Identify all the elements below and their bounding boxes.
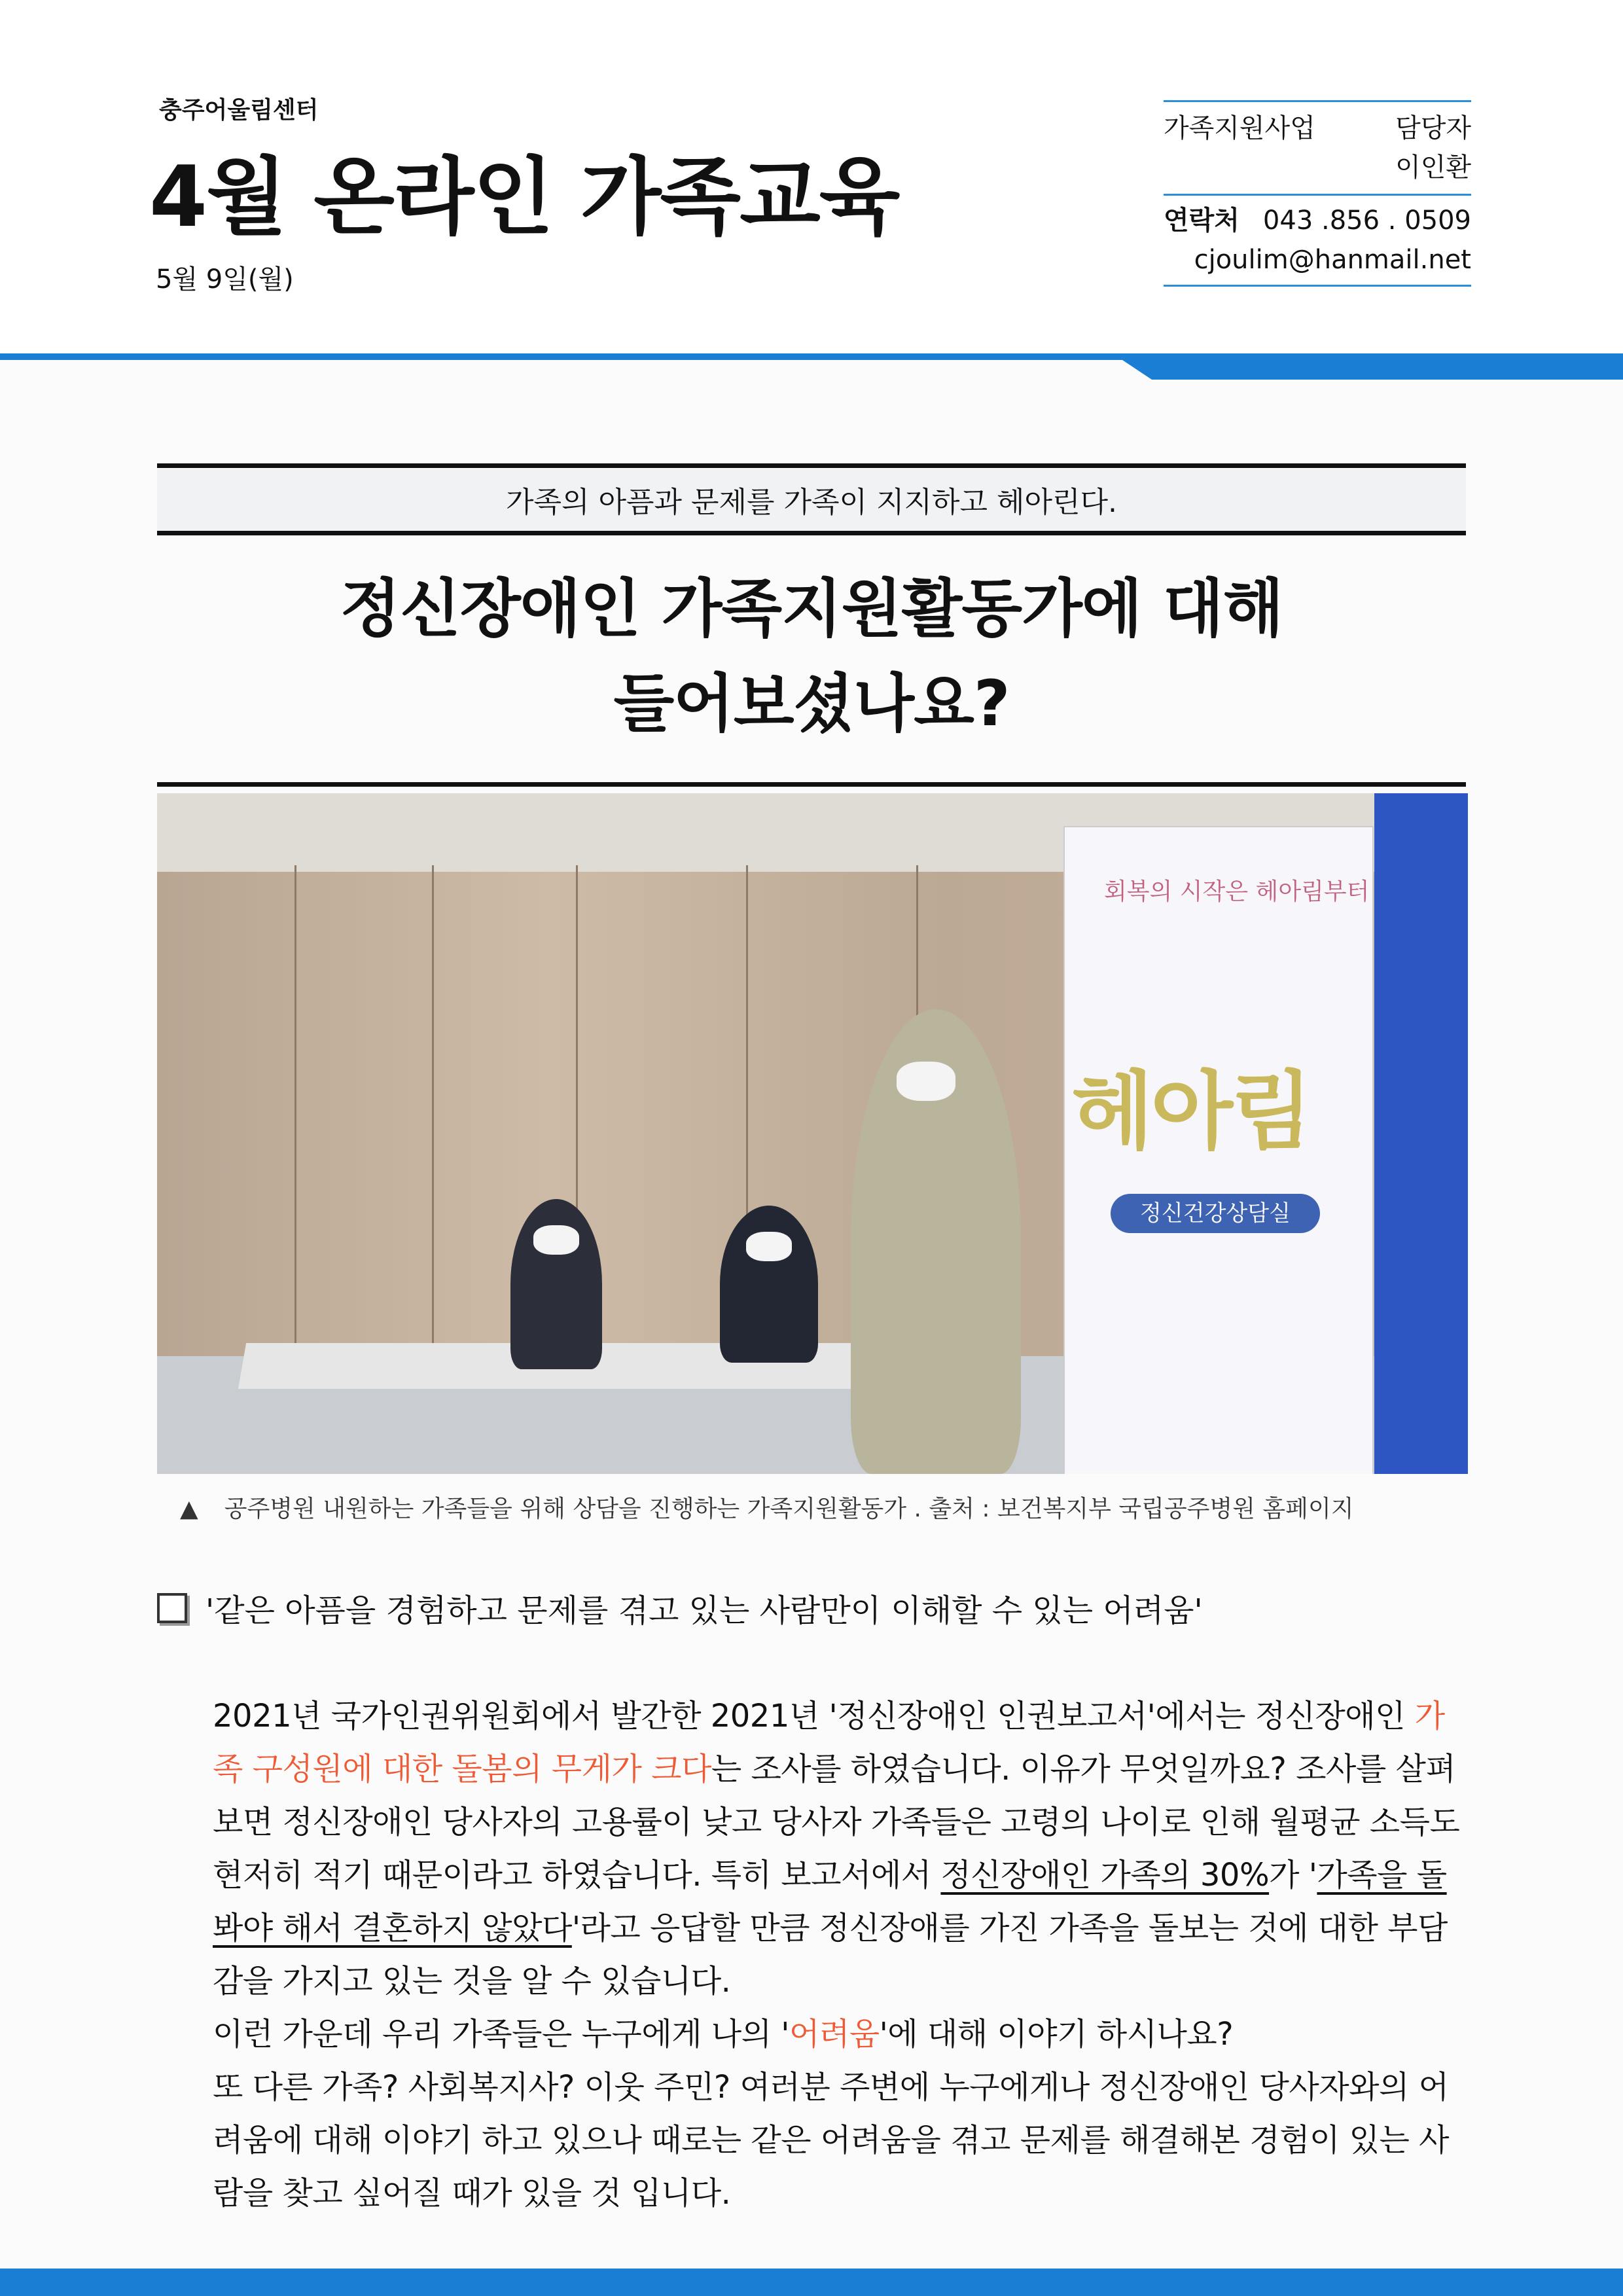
photo-wall-panel	[432, 865, 434, 1363]
face-mask-icon	[533, 1225, 579, 1255]
underlined-text: 가족을 돌봐야 해서 결혼하지 않았다	[213, 1857, 1447, 1946]
email-address[interactable]: cjoulim@hanmail.net	[1194, 245, 1471, 275]
article-photo	[157, 793, 1468, 1474]
contact-top-divider	[1164, 100, 1471, 102]
quote-text: '같은 아픔을 경험하고 문제를 겪고 있는 사람만이 이해할 수 있는 어려움'	[205, 1592, 1203, 1629]
newsletter-header	[0, 0, 1623, 357]
manager-label: 담당자	[1395, 113, 1471, 143]
body-text-span: '라고 응답할 만큼 정신장애를 가진 가족을 돌보는 것에 대한 부담감을 가지고 있는 것을 알 수 있습니다.	[213, 1910, 1448, 2000]
face-mask-icon	[746, 1232, 792, 1261]
blue-signboard	[1374, 793, 1468, 1474]
contact-box	[1164, 100, 1471, 287]
header-blue-tab	[1113, 353, 1623, 380]
person-woman	[510, 1199, 602, 1369]
newsletter-title: 4월 온라인 가족교육	[149, 149, 899, 246]
body-paragraph-3: 또 다른 가족? 사회복지사? 이웃 주민? 여러분 주변에 누구에게나 정신장애인 당사자와의 어려움에 대해 이야기 하고 있으나 때로는 같은 어려움을 겪고 문제를 해결해본 경험이 있는 사람을 찾고 싶어질 때가 있을 것 입니다.	[213, 2069, 1449, 2212]
headline-line-1: 정신장애인 가족지원활동가에 대해	[340, 572, 1283, 645]
face-mask-icon	[897, 1062, 955, 1101]
program-row	[1164, 109, 1471, 148]
body-text-span: 가 '	[1269, 1857, 1317, 1893]
headline-line-2: 들어보셨나요?	[613, 667, 1010, 740]
manager-row	[1164, 148, 1471, 187]
body-text-span: 이런 가운데 우리 가족들은 누구에게 나의 '	[213, 2016, 789, 2053]
tagline-box	[157, 463, 1466, 535]
highlight-red-text: 가족 구성원에 대한 돌봄의 무게가 크다	[213, 1698, 1445, 1787]
quote-line	[157, 1585, 1203, 1630]
issue-date: 5월 9일(월)	[156, 264, 294, 295]
highlight-red-text: 어려움	[789, 2016, 880, 2053]
person-man-seated	[720, 1206, 818, 1363]
headline-rule	[157, 782, 1466, 787]
underlined-text: 정신장애인 가족의 30%	[940, 1857, 1270, 1893]
body-text-span: 는 조사를 하였습니다. 이유가 무엇일까요? 조사를 살펴보면 정신장애인 당사자의 고용률이 낮고 당사자 가족들은 고령의 나이로 인해 월평균 소득도 현저히 적기 때문이라고 하였습니다. 특히 보고서에서	[213, 1751, 1460, 1893]
footer-blue-bar	[0, 2269, 1623, 2296]
manager-name: 이인환	[1395, 152, 1471, 183]
email-row	[1164, 240, 1471, 279]
checkbox-icon	[157, 1593, 187, 1623]
banner-pill: 정신건강상담실	[1111, 1194, 1320, 1233]
photo-caption	[180, 1490, 1354, 1524]
body-text-span: '에 대해 이야기 하시나요?	[879, 2016, 1234, 2053]
article-body	[213, 1690, 1469, 2220]
contact-bottom-divider	[1164, 285, 1471, 287]
counseling-banner	[1063, 826, 1374, 1474]
body-text-span: 2021년 국가인권위원회에서 발간한 2021년 '정신장애인 인권보고서'에서는 정신장애인	[213, 1698, 1415, 1734]
article-headline	[157, 562, 1466, 751]
phone-number[interactable]: 043 .856 . 0509	[1262, 206, 1471, 236]
caption-triangle-icon: ▲	[180, 1496, 198, 1522]
photo-wall-panel	[294, 865, 296, 1363]
phone-label: 연락처	[1164, 206, 1240, 236]
contact-mid-divider	[1164, 194, 1471, 196]
body-paragraph-1	[213, 1690, 1469, 2008]
phone-row	[1164, 201, 1471, 240]
body-paragraph-2	[213, 2008, 1469, 2061]
caption-text: 공주병원 내원하는 가족들을 위해 상담을 진행하는 가족지원활동가 . 출처 : 보건복지부 국립공주병원 홈페이지	[224, 1496, 1354, 1522]
tagline-text: 가족의 아픔과 문제를 가족이 지지하고 헤아린다.	[506, 486, 1117, 519]
banner-slogan: 회복의 시작은 헤아림부터	[1104, 878, 1370, 905]
program-label: 가족지원사업	[1164, 113, 1315, 143]
organization-name: 충주어울림센터	[159, 97, 319, 124]
banner-title: 헤아림	[1071, 1062, 1310, 1161]
